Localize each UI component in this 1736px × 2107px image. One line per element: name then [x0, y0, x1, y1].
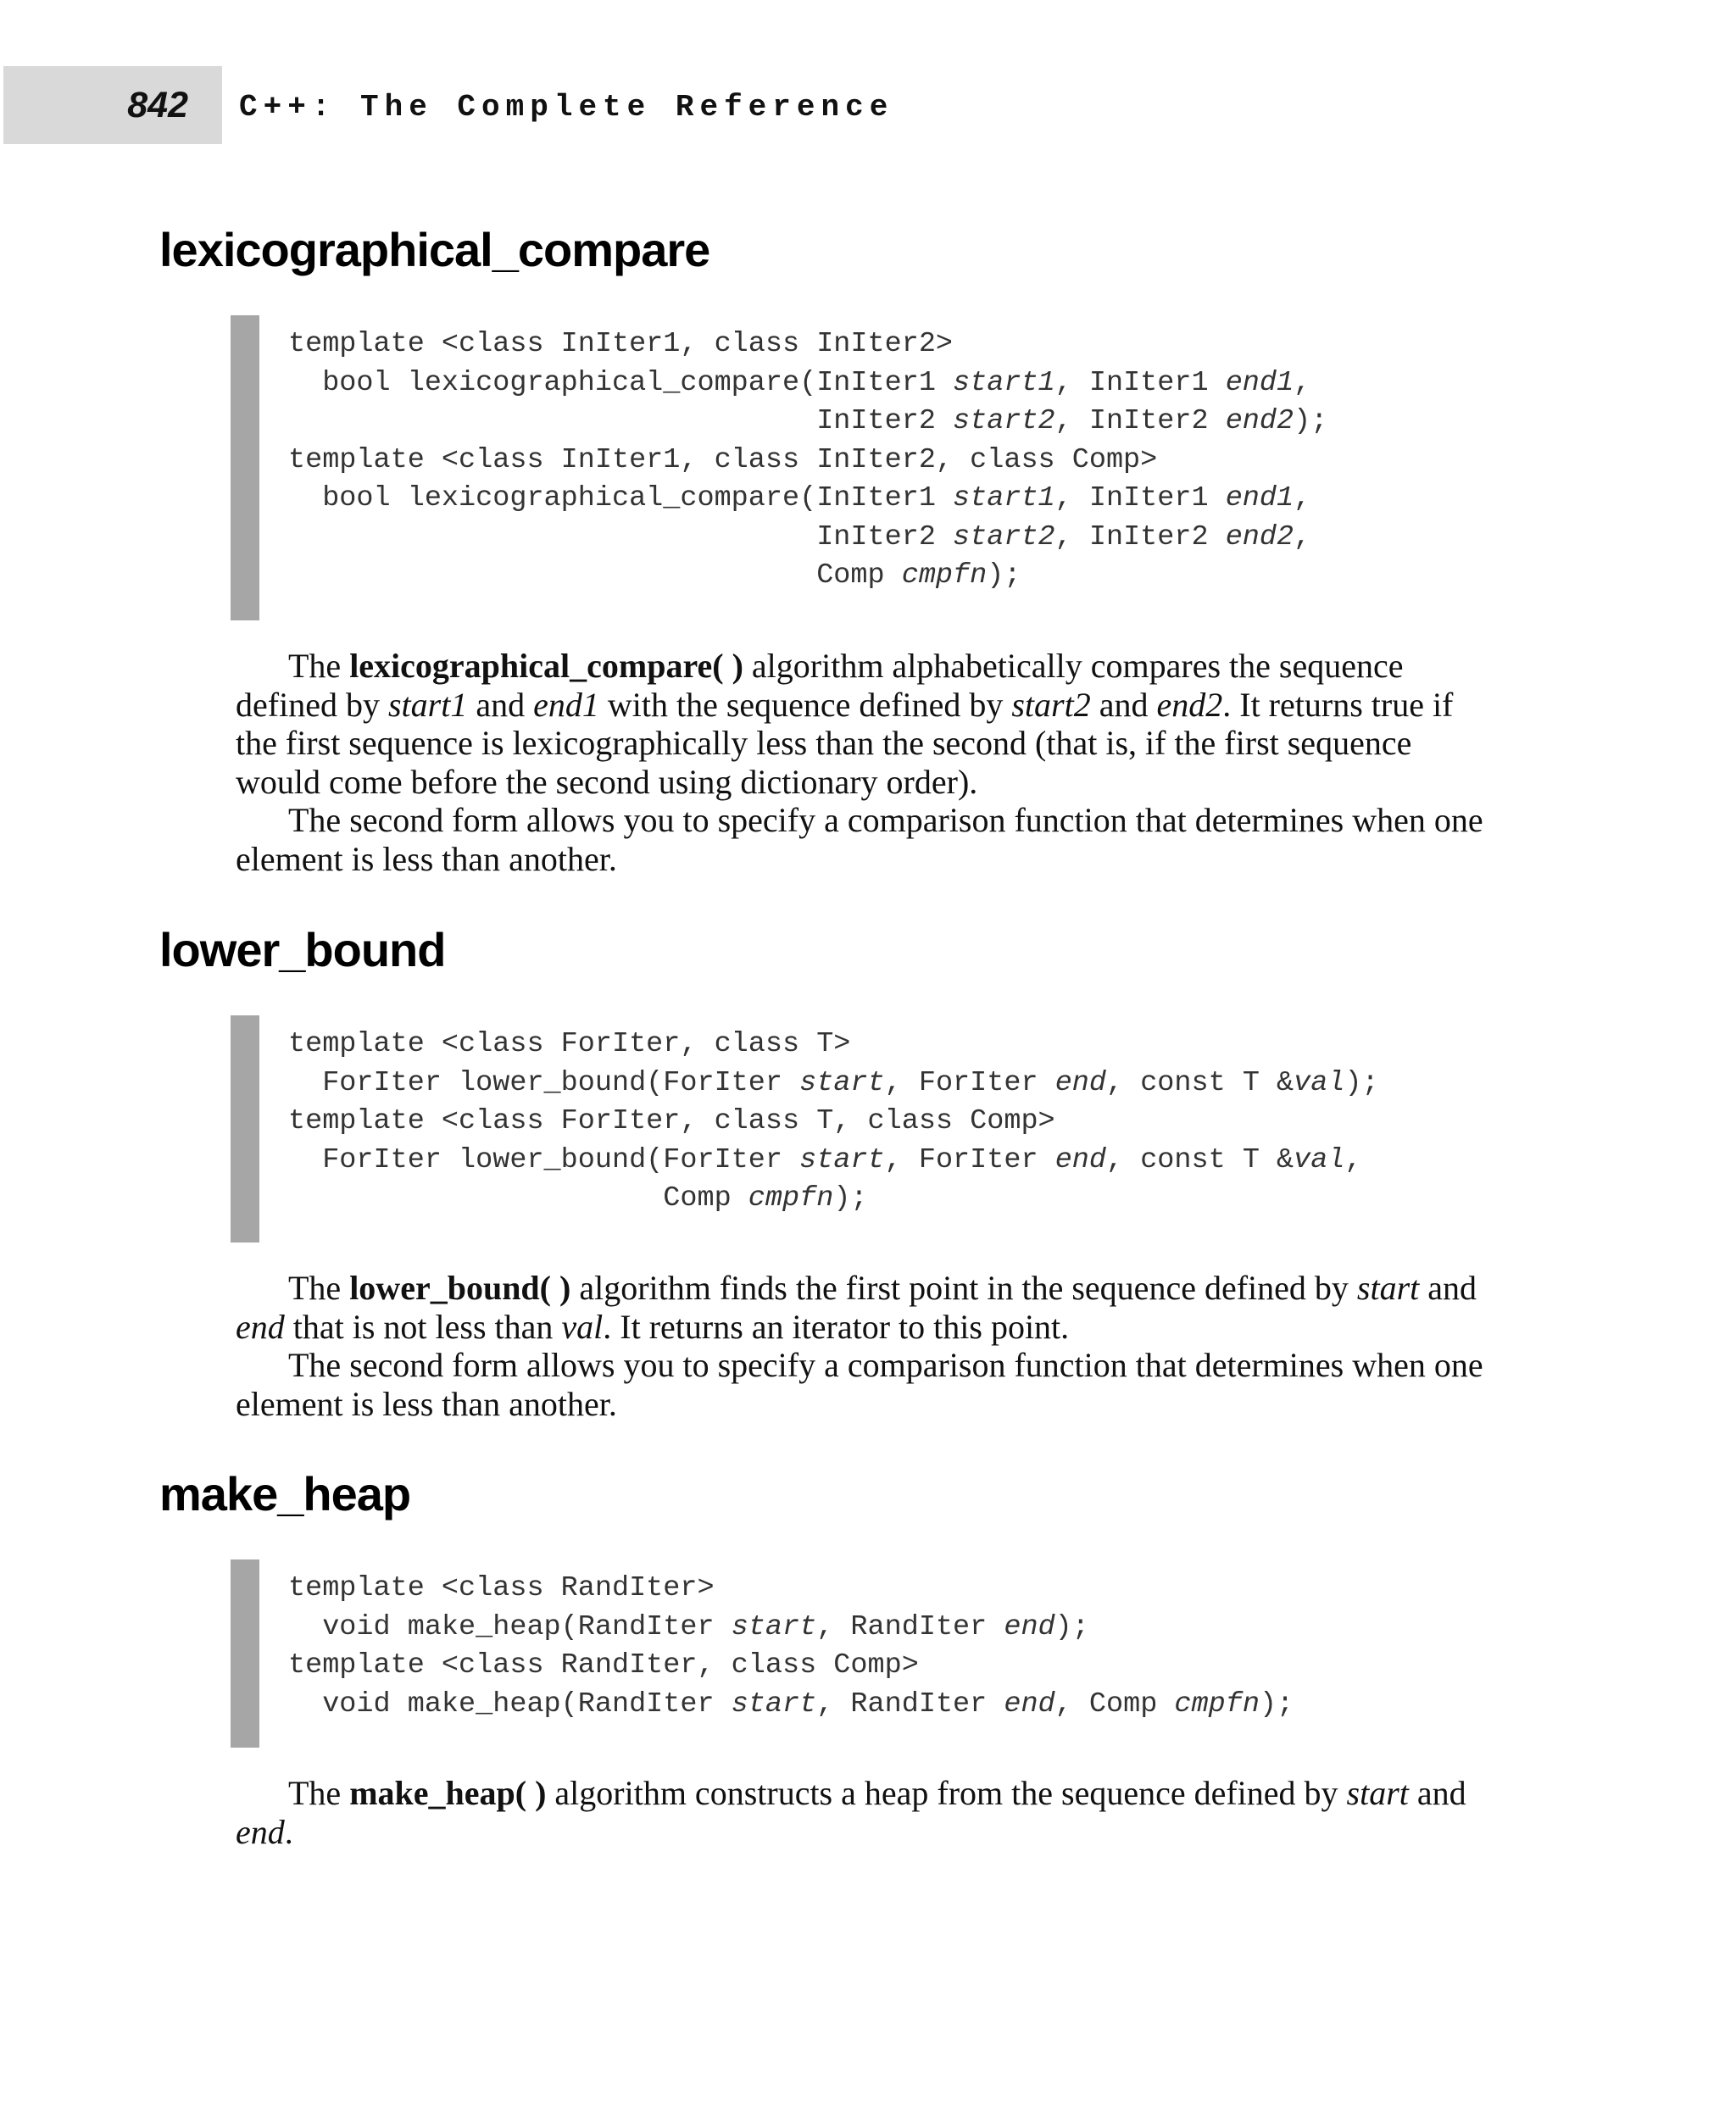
parameter-name: start2: [1011, 685, 1091, 724]
text-run: algorithm constructs a heap from the sequence defined by: [546, 1774, 1347, 1812]
code-margin-bar: [231, 315, 259, 620]
code-line: [288, 1180, 1379, 1219]
text-run: Comp: [288, 559, 902, 592]
text-run: algorithm finds the first point in the sequence defined by: [570, 1269, 1357, 1307]
paragraph-comparison-note: [236, 801, 1499, 878]
parameter-name: cmpfn: [748, 1182, 834, 1215]
text-run: template <class InIter1, class InIter2, class Comp>: [288, 443, 1158, 476]
parameter-name: cmpfn: [1174, 1687, 1260, 1721]
parameter-name: start: [799, 1143, 885, 1176]
parameter-name: end1: [1225, 366, 1294, 399]
parameter-name: end: [1054, 1143, 1106, 1176]
paragraph-description: [236, 647, 1499, 801]
parameter-name: end: [1004, 1687, 1055, 1721]
text-run: template <class RandIter>: [288, 1572, 715, 1604]
code-line: [288, 325, 1327, 364]
text-run: , InIter2: [1054, 520, 1226, 553]
code-line: [288, 1065, 1379, 1104]
text-run: );: [987, 559, 1021, 592]
text-run: that is not less than: [284, 1307, 562, 1346]
text-run: , ForIter: [884, 1143, 1055, 1176]
paragraph-description: [236, 1774, 1499, 1851]
section-title-lower-bound: lower_bound: [159, 923, 446, 976]
text-run: The second form allows you to specify a comparison function that determines when one element is less than another.: [236, 1346, 1483, 1423]
text-run: template <class ForIter, class T, class Comp>: [288, 1105, 1055, 1137]
text-run: The: [288, 1269, 350, 1307]
code-block-lexicographical-compare: [231, 315, 1417, 620]
text-run: and: [1419, 1269, 1477, 1307]
code-line: [288, 1103, 1379, 1142]
parameter-name: start2: [953, 405, 1055, 437]
text-run: );: [1259, 1687, 1294, 1721]
parameter-name: end: [236, 1307, 285, 1346]
code-line: [288, 480, 1327, 519]
text-run: ForIter lower_bound(ForIter: [288, 1143, 800, 1176]
code-lines: [288, 325, 1327, 596]
parameter-name: start: [1356, 1269, 1420, 1307]
code-margin-bar: [231, 1015, 259, 1243]
text-run: ,: [1294, 520, 1311, 553]
text-run: and: [1408, 1774, 1466, 1812]
text-run: The: [288, 1774, 350, 1812]
code-line: [288, 1686, 1294, 1725]
code-line: [288, 1647, 1294, 1686]
text-run: , ForIter: [884, 1066, 1055, 1099]
code-line: [288, 1142, 1379, 1181]
text-run: ForIter lower_bound(ForIter: [288, 1066, 800, 1099]
code-lines: [288, 1570, 1294, 1724]
text-run: bool lexicographical_compare(InIter1: [288, 366, 954, 399]
paragraph-description: [236, 1269, 1499, 1346]
parameter-name: end: [1054, 1066, 1106, 1099]
parameter-name: val: [561, 1307, 604, 1346]
parameter-name: end2: [1156, 685, 1223, 724]
running-header: [0, 66, 1736, 144]
parameter-name: start: [731, 1687, 817, 1721]
text-run: ,: [1344, 1143, 1362, 1176]
code-line: [288, 519, 1327, 558]
text-run: template <class InIter1, class InIter2>: [288, 328, 954, 360]
code-block-make-heap: [231, 1559, 1417, 1748]
parameter-name: start: [1346, 1774, 1409, 1812]
text-run: );: [833, 1182, 868, 1215]
text-run: with the sequence defined by: [598, 685, 1012, 724]
parameter-name: start: [799, 1066, 885, 1099]
parameter-name: end: [236, 1812, 285, 1851]
book-title: C++: The Complete Reference: [239, 90, 894, 125]
code-block-lower-bound: [231, 1015, 1417, 1243]
text-run: , const T &: [1106, 1066, 1294, 1099]
text-run: , Comp: [1054, 1687, 1175, 1721]
code-line: [288, 403, 1327, 442]
text-run: ,: [1294, 482, 1311, 514]
parameter-name: val: [1294, 1066, 1345, 1099]
code-margin-bar: [231, 1559, 259, 1748]
parameter-name: start1: [953, 366, 1055, 399]
text-run: The second form allows you to specify a comparison function that determines when one element is less than another.: [236, 801, 1483, 878]
section-title-make-heap: make_heap: [159, 1467, 411, 1520]
text-run: Comp: [288, 1182, 748, 1215]
code-line: [288, 364, 1327, 403]
text-run: template <class ForIter, class T>: [288, 1028, 851, 1060]
code-line: [288, 1570, 1294, 1609]
text-run: , InIter2: [1054, 405, 1226, 437]
parameter-name: end2: [1225, 405, 1294, 437]
code-line: [288, 557, 1327, 596]
text-run: InIter2: [288, 520, 954, 553]
parameter-name: cmpfn: [901, 559, 988, 592]
parameter-name: val: [1294, 1143, 1345, 1176]
parameter-name: end1: [1225, 482, 1294, 514]
code-line: [288, 1026, 1379, 1065]
parameter-name: start: [731, 1610, 817, 1643]
parameter-name: end2: [1225, 520, 1294, 553]
page-number: 842: [127, 85, 188, 125]
parameter-name: start1: [953, 482, 1055, 514]
text-run: );: [1344, 1066, 1379, 1099]
text-run: and: [1090, 685, 1157, 724]
text-run: bool lexicographical_compare(InIter1: [288, 482, 954, 514]
text-run: . It returns true if the first sequence is lexicographically less than the second (that is, if the first sequence would come before the second using dictionary order).: [236, 685, 1454, 801]
text-run: and: [467, 685, 534, 724]
parameter-name: end1: [533, 685, 599, 724]
text-run: , RandIter: [816, 1610, 1004, 1643]
text-run: void make_heap(RandIter: [288, 1687, 732, 1721]
text-run: ,: [1294, 366, 1311, 399]
parameter-name: start2: [953, 520, 1055, 553]
parameter-name: start1: [387, 685, 468, 724]
parameter-name: end: [1004, 1610, 1055, 1643]
paragraph-comparison-note: [236, 1346, 1499, 1423]
code-line: [288, 1609, 1294, 1648]
code-lines: [288, 1026, 1379, 1219]
text-run: );: [1294, 405, 1328, 437]
text-run: .: [284, 1812, 293, 1851]
text-run: . It returns an iterator to this point.: [603, 1307, 1070, 1346]
page-number-tab: [3, 66, 222, 144]
section-title-lexicographical-compare: lexicographical_compare: [159, 223, 710, 276]
text-run: The: [288, 647, 350, 685]
text-run: void make_heap(RandIter: [288, 1610, 732, 1643]
text-run: , InIter1: [1054, 482, 1226, 514]
text-run: , const T &: [1106, 1143, 1294, 1176]
function-name: make_heap( ): [349, 1774, 547, 1812]
code-line: [288, 442, 1327, 481]
text-run: InIter2: [288, 405, 954, 437]
text-run: , RandIter: [816, 1687, 1004, 1721]
text-run: , InIter1: [1054, 366, 1226, 399]
text-run: algorithm alphabetically compares the sequence defined by: [236, 647, 1404, 724]
text-run: template <class RandIter, class Comp>: [288, 1649, 919, 1682]
function-name: lower_bound( ): [349, 1269, 571, 1307]
text-run: );: [1054, 1610, 1089, 1643]
function-name: lexicographical_compare( ): [349, 647, 743, 685]
